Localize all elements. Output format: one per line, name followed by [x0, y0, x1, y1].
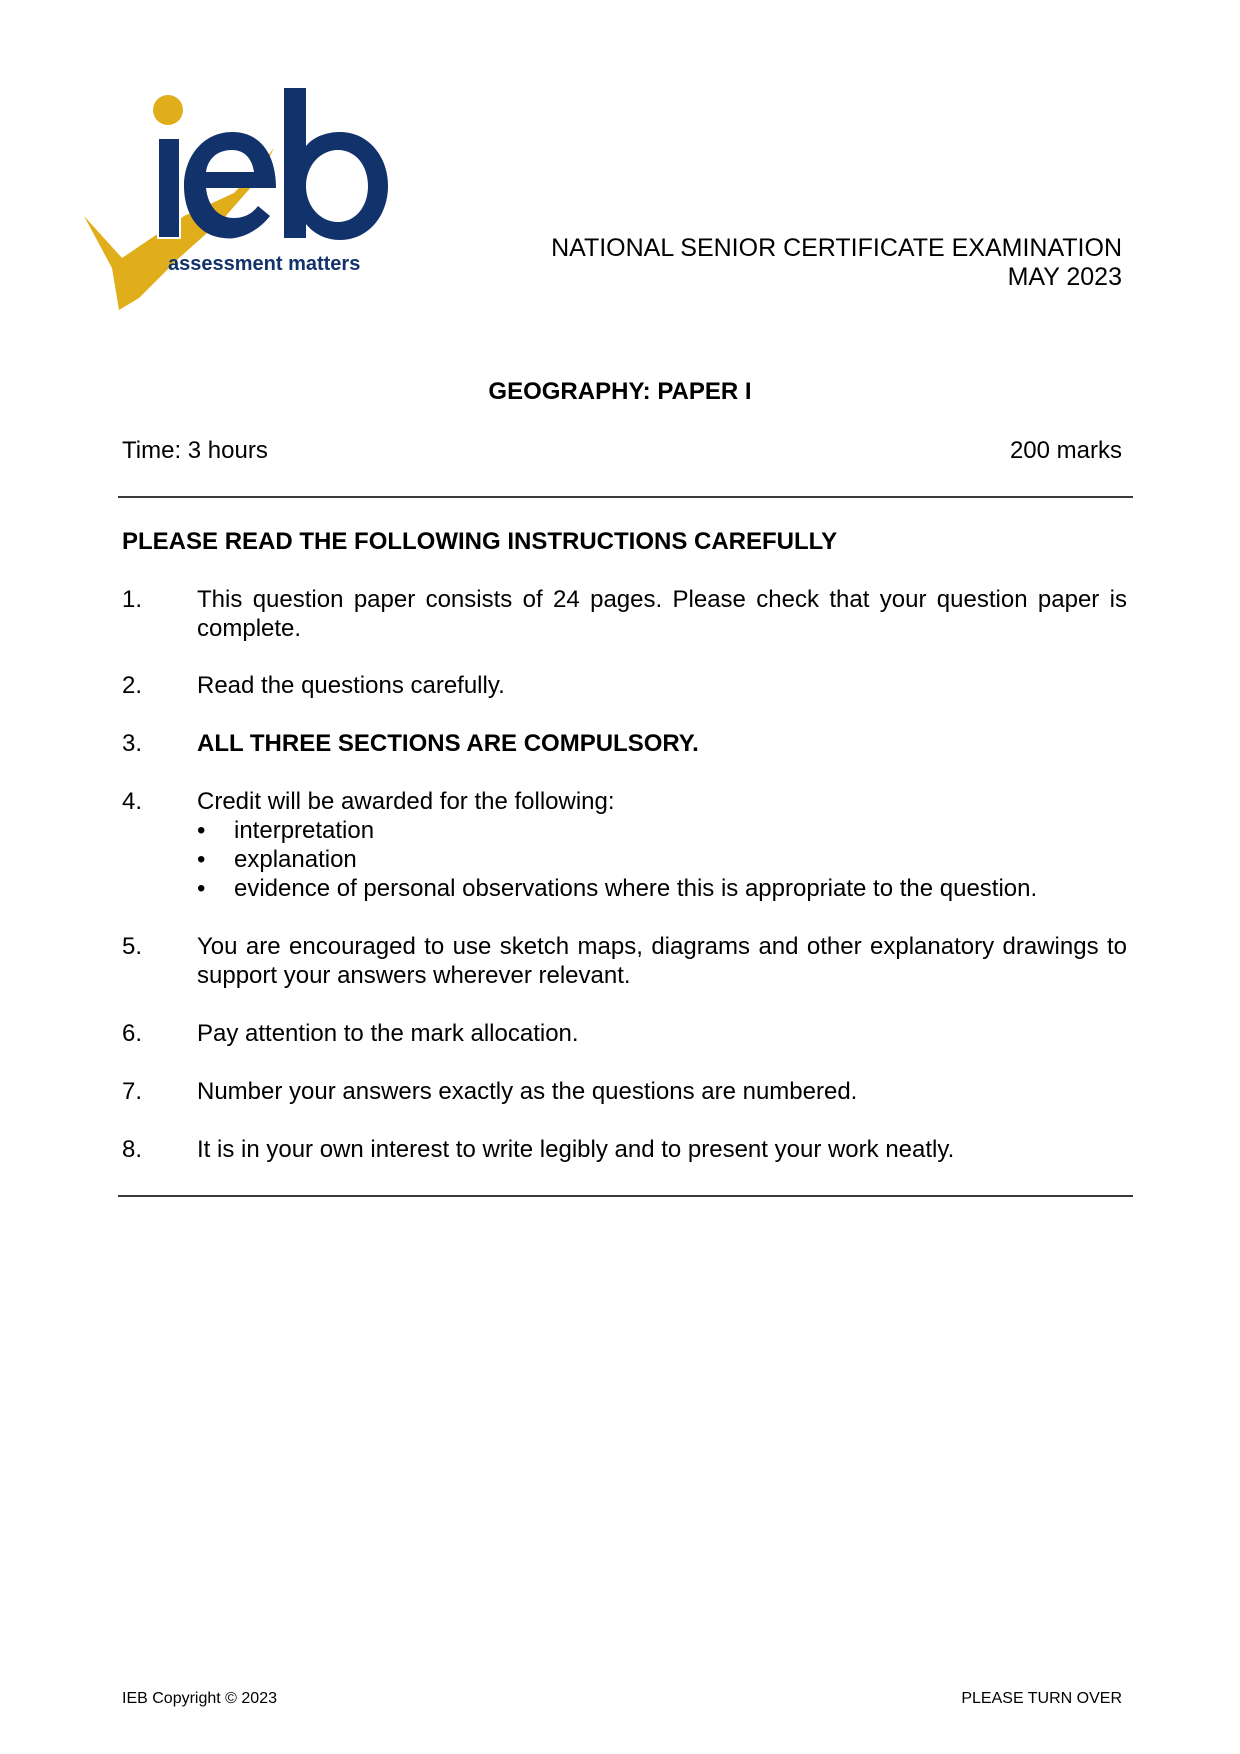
- exam-name: NATIONAL SENIOR CERTIFICATE EXAMINATION: [551, 234, 1122, 262]
- item-number: 6.: [122, 1020, 143, 1047]
- instruction-item: Number your answers exactly as the questions are numbered.: [197, 1078, 858, 1105]
- bullet-icon: •: [197, 817, 206, 844]
- bullet-item: explanation: [234, 846, 357, 873]
- divider-bottom: [118, 1195, 1133, 1197]
- total-marks: 200 marks: [1009, 437, 1122, 464]
- time-allowed: Time: 3 hours: [122, 437, 268, 464]
- item-number: 8.: [122, 1136, 143, 1163]
- instruction-item: This question paper consists of 24 pages. Please check that your question paper is complete.: [197, 586, 1127, 642]
- instructions-heading: PLEASE READ THE FOLLOWING INSTRUCTIONS CAREFULLY: [122, 528, 838, 555]
- instruction-item: Read the questions carefully.: [197, 672, 505, 699]
- instruction-item: You are encouraged to use sketch maps, diagrams and other explanatory drawings to support your answers wherever relevant.: [197, 933, 1127, 989]
- item-number: 2.: [122, 672, 143, 699]
- bullet-icon: •: [197, 875, 206, 902]
- exam-date: MAY 2023: [1007, 263, 1122, 291]
- item-number: 4.: [122, 788, 143, 815]
- instruction-item: Credit will be awarded for the following:: [197, 788, 615, 815]
- divider-top: [118, 496, 1133, 498]
- item-number: 7.: [122, 1078, 143, 1105]
- item-number: 1.: [122, 586, 143, 613]
- item-number: 3.: [122, 730, 143, 757]
- bullet-item: interpretation: [234, 817, 375, 844]
- ieb-logo: [84, 88, 429, 313]
- instruction-item: It is in your own interest to write legibly and to present your work neatly.: [197, 1136, 955, 1163]
- instruction-item: Pay attention to the mark allocation.: [197, 1020, 579, 1047]
- bullet-icon: •: [197, 846, 206, 873]
- footer-copyright: IEB Copyright © 2023: [122, 1690, 277, 1707]
- bullet-item: evidence of personal observations where this is appropriate to the question.: [234, 875, 1038, 902]
- footer-turn-over: PLEASE TURN OVER: [961, 1690, 1122, 1707]
- item-number: 5.: [122, 933, 143, 960]
- paper-title: GEOGRAPHY: PAPER I: [488, 378, 752, 405]
- logo-tagline: assessment matters: [168, 253, 361, 275]
- instruction-item: ALL THREE SECTIONS ARE COMPULSORY.: [197, 730, 699, 757]
